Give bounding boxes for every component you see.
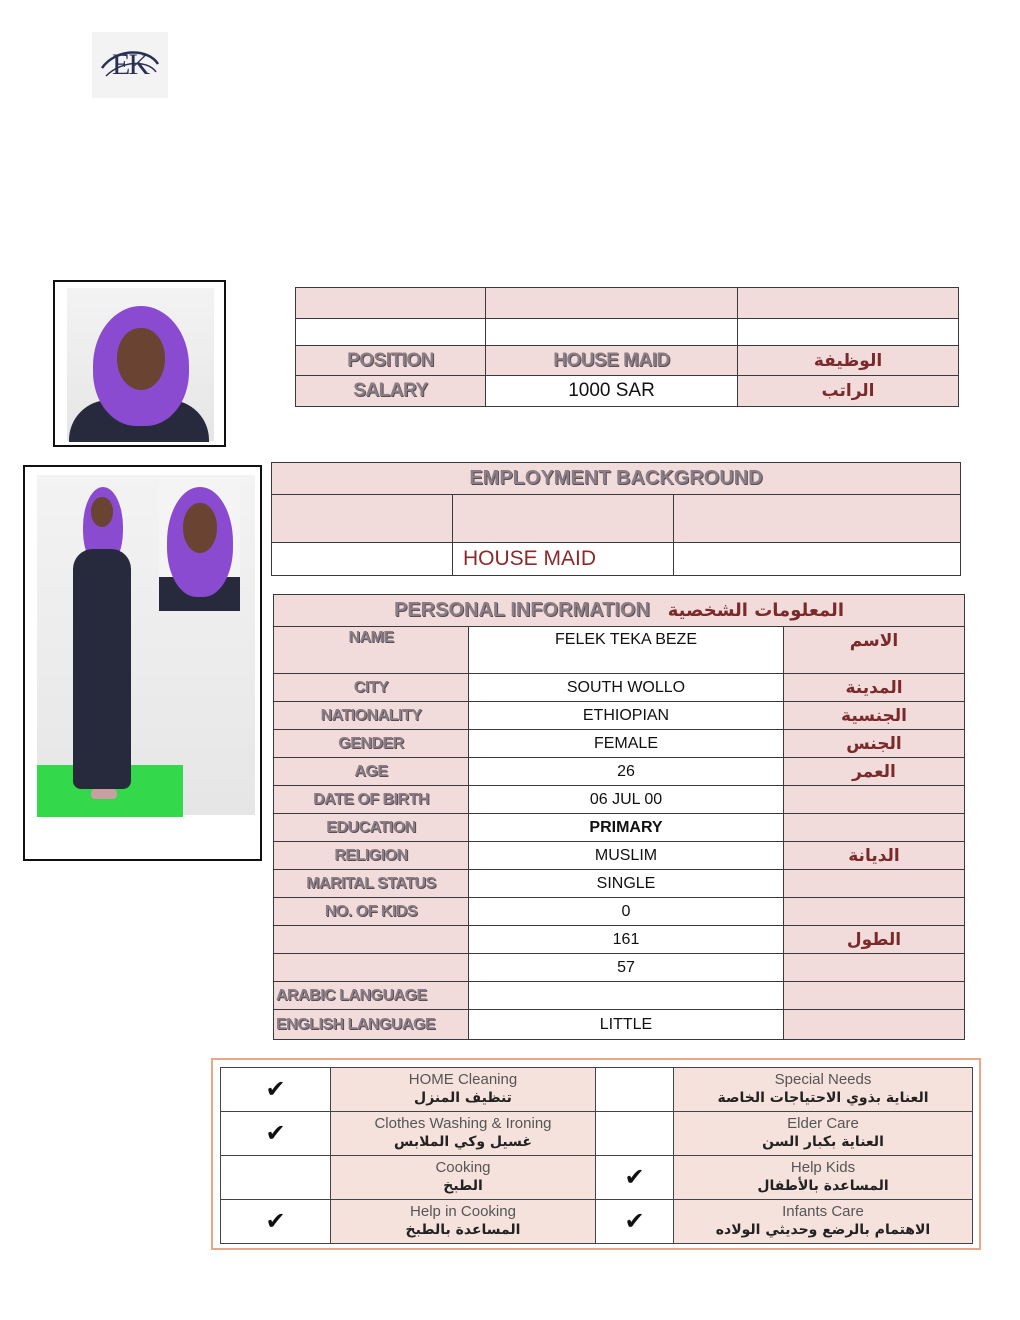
skill-label: HOME Cleaning — [408, 1071, 518, 1089]
row-label: NATIONALITY — [274, 702, 469, 730]
row-arabic: الجنسية — [784, 702, 965, 730]
table-row — [274, 1010, 965, 1040]
row-value: 06 JUL 00 — [469, 786, 784, 814]
check-icon: ✔ — [624, 1208, 645, 1235]
company-logo — [92, 32, 168, 98]
row-arabic — [784, 982, 965, 1010]
table-row — [274, 870, 965, 898]
employment-title: EMPLOYMENT BACKGROUND — [272, 463, 961, 495]
check-icon: ✔ — [265, 1120, 286, 1147]
table-row — [274, 786, 965, 814]
position-arabic: الوظيفة — [738, 346, 959, 376]
table-row — [274, 674, 965, 702]
row-arabic — [784, 870, 965, 898]
portrait-photo — [53, 280, 226, 447]
skill-label: Help in Cooking — [410, 1203, 516, 1221]
row-value: FELEK TEKA BEZE — [469, 627, 784, 674]
skill-label-ar: الطبخ — [443, 1178, 483, 1195]
skill-label: Help Kids — [790, 1159, 856, 1177]
skills-table — [220, 1067, 973, 1244]
row-label: NO. OF KIDS — [274, 898, 469, 926]
row-label: GENDER — [274, 730, 469, 758]
row-label: ARABIC LANGUAGE — [274, 982, 469, 1010]
row-label: RELIGION — [274, 842, 469, 870]
row-value: FEMALE — [469, 730, 784, 758]
row-arabic: الديانة — [784, 842, 965, 870]
full-body-photo — [23, 465, 262, 861]
table-row — [274, 898, 965, 926]
personal-info-table — [273, 594, 965, 1040]
table-row — [274, 926, 965, 954]
row-arabic: الاسم — [784, 627, 965, 674]
row-label — [274, 926, 469, 954]
row-arabic: العمر — [784, 758, 965, 786]
table-row — [274, 954, 965, 982]
row-value: ETHIOPIAN — [469, 702, 784, 730]
position-row — [296, 346, 959, 376]
table-row — [274, 758, 965, 786]
skill-label-ar: المساعدة بالأطفال — [757, 1178, 889, 1195]
table-row — [274, 982, 965, 1010]
position-label: POSITION — [296, 346, 486, 376]
row-label: ENGLISH LANGUAGE — [274, 1010, 469, 1040]
skill-label-ar: تنظيف المنزل — [414, 1090, 512, 1107]
skill-label: Cooking — [435, 1159, 491, 1177]
skill-label-ar: المساعدة بالطبخ — [405, 1222, 521, 1239]
row-label: AGE — [274, 758, 469, 786]
row-value: LITTLE — [469, 1010, 784, 1040]
row-label: MARITAL STATUS — [274, 870, 469, 898]
logo-swoosh-icon — [98, 46, 162, 86]
check-icon: ✔ — [265, 1208, 286, 1235]
skill-label-ar: غسيل وكي الملابس — [394, 1134, 532, 1151]
table-row — [274, 842, 965, 870]
table-row — [274, 814, 965, 842]
skill-row — [221, 1068, 973, 1112]
check-icon: ✔ — [624, 1164, 645, 1191]
row-label: NAME — [274, 627, 469, 674]
skill-row — [221, 1200, 973, 1244]
position-salary-table — [295, 287, 959, 407]
salary-label: SALARY — [296, 376, 486, 407]
salary-row — [296, 376, 959, 407]
personal-title — [274, 595, 965, 627]
table-row — [274, 627, 965, 674]
row-value — [469, 982, 784, 1010]
row-label: EDUCATION — [274, 814, 469, 842]
skill-label-ar: العناية بكبار السن — [762, 1134, 884, 1151]
row-value: 0 — [469, 898, 784, 926]
skill-label: Special Needs — [774, 1071, 872, 1089]
employment-value: HOUSE MAID — [453, 543, 674, 576]
row-value: SOUTH WOLLO — [469, 674, 784, 702]
employment-table — [271, 462, 961, 576]
row-arabic — [784, 1010, 965, 1040]
row-arabic — [784, 954, 965, 982]
row-arabic — [784, 786, 965, 814]
skill-label-ar: العناية بذوي الاحتياجات الخاصة — [717, 1090, 929, 1107]
logo-text: EK — [112, 48, 148, 81]
row-label: CITY — [274, 674, 469, 702]
row-arabic: الجنس — [784, 730, 965, 758]
personal-title-ar: المعلومات الشخصية — [667, 600, 844, 621]
skill-label: Clothes Washing & Ironing — [374, 1115, 552, 1133]
row-arabic: المدينة — [784, 674, 965, 702]
table-row — [274, 702, 965, 730]
row-label — [274, 954, 469, 982]
skill-row — [221, 1156, 973, 1200]
skill-row — [221, 1112, 973, 1156]
skill-label-ar: الاهتمام بالرضع وحديثي الولاده — [715, 1222, 931, 1239]
row-value: SINGLE — [469, 870, 784, 898]
table-row — [274, 730, 965, 758]
skill-label: Elder Care — [787, 1115, 859, 1133]
row-value: 161 — [469, 926, 784, 954]
row-arabic: الطول — [784, 926, 965, 954]
row-value: 57 — [469, 954, 784, 982]
check-icon: ✔ — [265, 1076, 286, 1103]
row-value: PRIMARY — [469, 814, 784, 842]
skills-panel — [211, 1058, 981, 1250]
salary-value: 1000 SAR — [486, 376, 738, 407]
row-value: 26 — [469, 758, 784, 786]
position-value: HOUSE MAID — [486, 346, 738, 376]
personal-title-en: PERSONAL INFORMATION — [394, 599, 650, 621]
row-arabic — [784, 814, 965, 842]
row-arabic — [784, 898, 965, 926]
salary-arabic: الراتب — [738, 376, 959, 407]
row-label: DATE OF BIRTH — [274, 786, 469, 814]
skill-label: Infants Care — [782, 1203, 864, 1221]
row-value: MUSLIM — [469, 842, 784, 870]
